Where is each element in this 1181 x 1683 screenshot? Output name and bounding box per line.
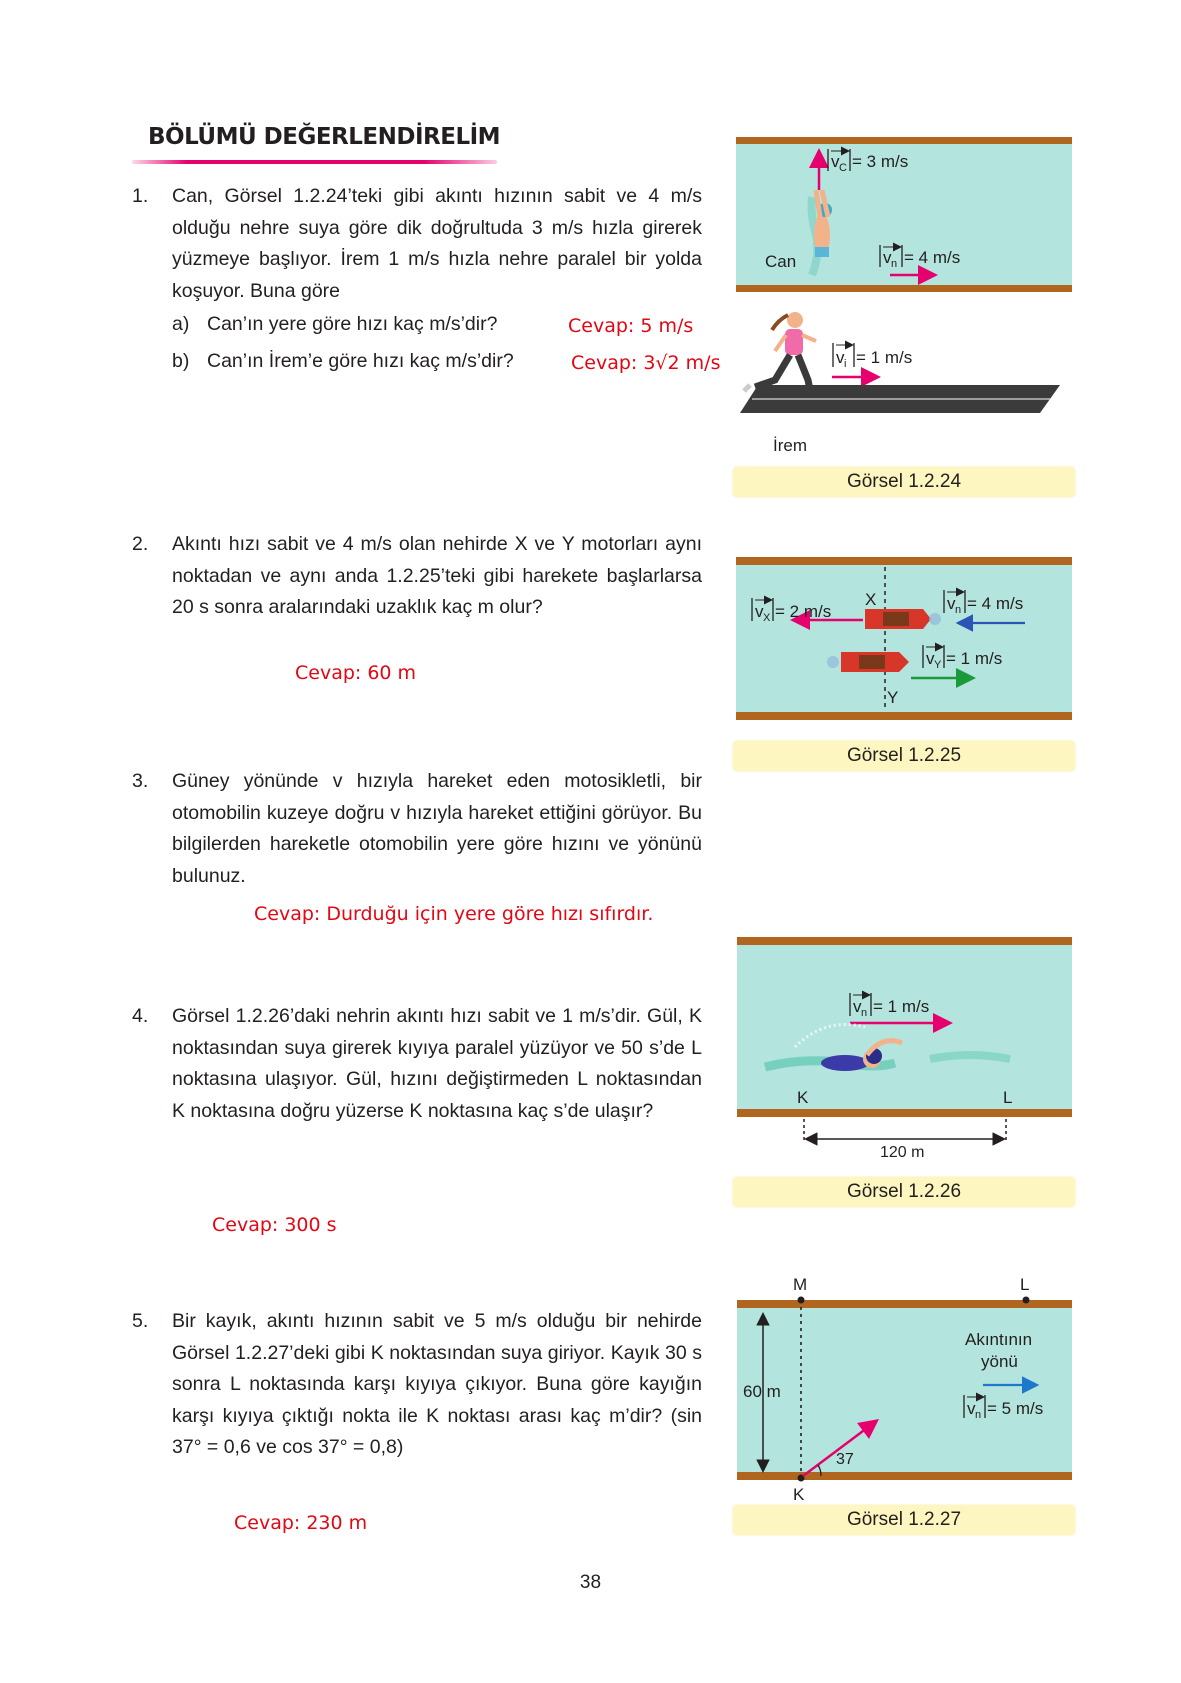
figure-caption-1-2-27: Görsel 1.2.27 [733,1505,1075,1535]
l-label: L [1020,1275,1030,1294]
m-label: M [793,1275,808,1294]
question-5 [132,1306,702,1458]
svg-text:C: C [839,162,847,174]
title-underline [132,160,497,164]
question-2 [132,529,702,629]
svg-text:= 5 m/s: = 5 m/s [987,1399,1044,1418]
part-label-a: a) [172,313,190,335]
figure-1-2-25 [735,555,1075,725]
answer-2: Cevap: 60 m [295,662,417,684]
part-label-b: b) [172,350,190,372]
river-bank-top [736,137,1072,144]
svg-text:X: X [763,612,771,624]
figure-caption-1-2-24: Görsel 1.2.24 [733,467,1075,497]
river-bank-bottom [737,1472,1072,1480]
figure-1-2-26 [735,935,1075,1165]
question-text: Güney yönünde v hızıyla hareket eden motosikletli, bir otomobilin kuzeye doğru v hızıyla hareket ettiğini görüyor. Bu bilgilerden hareketle otomobilin yere göre hızını ve yönünü bulunuz. [172,770,702,887]
flow-label-line2: yönü [981,1352,1018,1371]
x-label: X [865,590,877,609]
svg-text:v: v [836,348,845,367]
svg-text:n: n [891,258,898,270]
part-text-a: Can’ın yere göre hızı kaç m/s’dir? [207,313,498,335]
svg-text:n: n [975,1409,982,1421]
question-text: Can, Görsel 1.2.24’teki gibi akıntı hızının sabit ve 4 m/s olduğu nehre suya göre dik doğrultuda 3 m/s hızla girerek yüzmeye başlıyor. İrem 1 m/s hızla nehre paralel bir yolda koşuyor. Buna göre [172,185,702,302]
l-label: L [1003,1088,1013,1107]
can-label: Can [765,252,797,271]
answer-4: Cevap: 300 s [212,1214,337,1236]
river-water [736,557,1072,720]
point-l [1023,1297,1030,1304]
irem-label: İrem [773,436,807,455]
svg-text:= 4 m/s: = 4 m/s [904,248,961,267]
question-3 [132,766,702,896]
svg-text:= 1 m/s: = 1 m/s [873,997,930,1016]
question-number: 3. [132,770,149,792]
river-bank-top [736,557,1072,565]
svg-text:= 3 m/s: = 3 m/s [852,152,909,171]
svg-text:v: v [883,248,892,267]
question-text: Görsel 1.2.26’daki nehrin akıntı hızı sabit ve 1 m/s’dir. Gül, K noktasından suya girerek kıyıya paralel yüzüyor ve 50 s’de L noktasına ulaşıyor. Gül, hızını değiştirmeden L noktasından K noktasına doğru yüzerse K noktasına kaç s’de ulaşır? [172,1005,702,1122]
figure-1-2-27 [735,1270,1075,1505]
section-title: BÖLÜMÜ DEĞERLENDİRELİM [148,124,501,150]
river-bank-bottom [737,1109,1072,1117]
river-bank-bottom [736,285,1072,292]
svg-text:v: v [967,1399,976,1418]
svg-text:= 1 m/s: = 1 m/s [856,348,913,367]
river-water [737,1300,1072,1480]
figure-caption-1-2-26: Görsel 1.2.26 [733,1177,1075,1207]
svg-text:= 2 m/s: = 2 m/s [775,602,832,621]
k-label: K [797,1088,809,1107]
river-bank-top [737,937,1072,945]
answer-5: Cevap: 230 m [234,1512,368,1534]
svg-text:i: i [844,358,847,370]
angle-label: 37 [836,1451,854,1468]
part-text-b: Can’ın İrem’e göre hızı kaç m/s’dir? [207,350,514,372]
svg-text:v: v [853,997,862,1016]
svg-text:v: v [831,152,840,171]
question-4 [132,1001,702,1131]
svg-text:n: n [861,1007,868,1019]
distance-label: 120 m [880,1144,925,1161]
svg-text:= 4 m/s: = 4 m/s [967,594,1024,613]
river-bank-bottom [736,712,1072,720]
question-number: 5. [132,1310,149,1332]
question-number: 2. [132,533,149,555]
k-label: K [793,1485,805,1504]
vi-label [833,343,912,370]
question-text: Akıntı hızı sabit ve 4 m/s olan nehirde X ve Y motorları aynı noktadan ve aynı anda 1.2.25’teki gibi harekete başlarlarsa 20 s sonra aralarındaki uzaklık kaç m olur? [172,533,702,618]
figure-caption-1-2-25: Görsel 1.2.25 [733,741,1075,771]
width-label: 60 m [743,1382,781,1401]
y-label: Y [887,688,899,707]
river-water [737,937,1072,1117]
svg-text:v: v [926,649,935,668]
answer-1b: Cevap: 3√2 m/s [571,352,721,374]
answer-3: Cevap: Durduğu için yere göre hızı sıfırdır. [254,903,654,925]
figure-1-2-24 [730,135,1075,470]
answer-1a: Cevap: 5 m/s [568,315,694,337]
svg-text:n: n [955,604,962,616]
svg-text:v: v [755,602,764,621]
page-number: 38 [579,1572,602,1593]
question-number: 1. [132,185,149,207]
svg-text:v: v [947,594,956,613]
svg-text:Y: Y [934,659,942,671]
flow-label-line1: Akıntının [965,1330,1033,1349]
question-text: Bir kayık, akıntı hızının sabit ve 5 m/s olduğu bir nehirde Görsel 1.2.27’deki gibi K noktasından suya giriyor. Kayık 30 s sonra L noktasında karşı kıyıya çıkıyor. Buna göre kayığın karşı kıyıya çıktığı nokta ile K noktası arası kaç m’dir? (sin 37° = 0,6 ve cos 37° = 0,8) [172,1310,702,1458]
river-bank-top [737,1300,1072,1308]
question-number: 4. [132,1005,149,1027]
svg-text:= 1 m/s: = 1 m/s [946,649,1003,668]
